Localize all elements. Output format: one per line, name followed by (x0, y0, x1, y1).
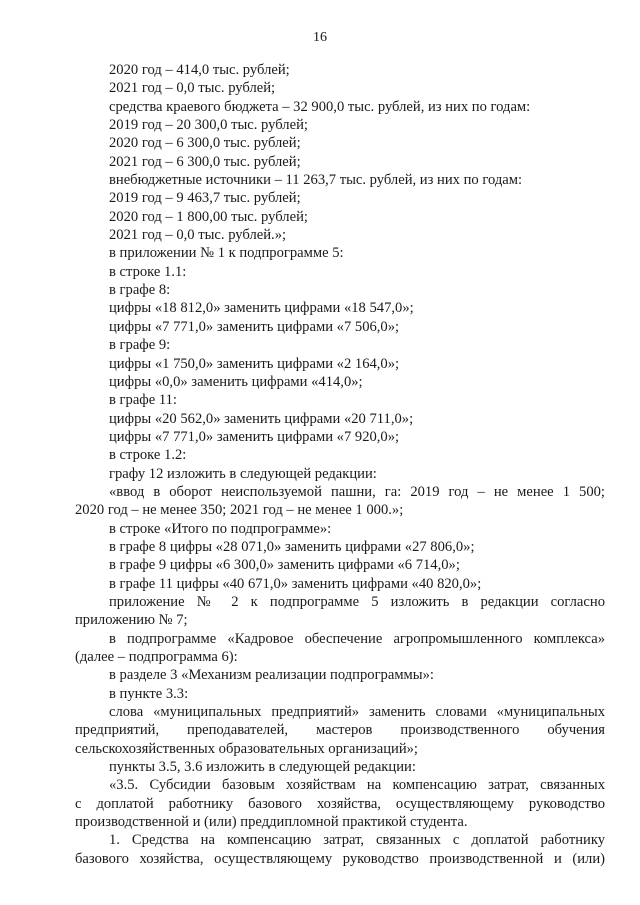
text-line: 2021 год – 6 300,0 тыс. рублей; (109, 153, 301, 170)
text-line: в строке 1.2: (109, 447, 187, 464)
text-line: в графе 11 цифры «40 671,0» заменить цифрами «40 820,0»; (109, 575, 482, 592)
text-line: (далее – подпрограмма 6): (75, 649, 238, 665)
text-line: 2020 год – не менее 350; 2021 год – не менее 1 000.»; (75, 502, 404, 519)
text-line: «3.5. Субсидии базовым хозяйствам на компенсацию затрат, связанных (109, 777, 605, 794)
text-line: в графе 11: (109, 392, 177, 409)
text-line: в графе 8: (109, 282, 171, 299)
text-line: цифры «0,0» заменить цифрами «414,0»; (109, 373, 363, 390)
text-line: в подпрограмме «Кадровое обеспечение агропромышленного комплекса» (109, 630, 605, 647)
text-line: в строке 1.1: (109, 263, 187, 280)
text-line: с доплатой работнику базового хозяйства, осуществляющему руководство (75, 795, 605, 812)
text-line: приложение № 2 к подпрограмме 5 изложить в редакции согласно (109, 593, 605, 610)
text-line: сельскохозяйственных образовательных организаций»; (75, 740, 418, 757)
text-line: внебюджетные источники – 11 263,7 тыс. рублей, из них по годам: (109, 172, 523, 189)
text-line: производственной и (или) преддипломной практикой студента. (75, 814, 468, 831)
text-line: цифры «7 771,0» заменить цифрами «7 920,0»; (109, 428, 400, 445)
text-line: в пункте 3.3: (109, 685, 189, 702)
text-line: 1. Средства на компенсацию затрат, связанных с доплатой работнику (109, 832, 605, 849)
text-line: предприятий, преподавателей, мастеров производственного обучения (75, 722, 605, 739)
page-number: 16 (313, 30, 327, 45)
text-line: в приложении № 1 к подпрограмме 5: (109, 245, 344, 262)
text-line: цифры «18 812,0» заменить цифрами «18 547,0»; (109, 300, 414, 317)
text-line: в разделе 3 «Механизм реализации подпрограммы»: (109, 667, 434, 684)
text-line: в строке «Итого по подпрограмме»: (109, 520, 332, 537)
text-line: графу 12 изложить в следующей редакции: (109, 465, 377, 482)
text-line: приложению № 7; (75, 612, 188, 629)
text-line: цифры «7 771,0» заменить цифрами «7 506,0»; (109, 318, 400, 335)
text-line: в графе 8 цифры «28 071,0» заменить цифрами «27 806,0»; (109, 538, 475, 555)
text-line: в графе 9: (109, 337, 171, 354)
text-line: слова «муниципальных предприятий» заменить словами «муниципальных (109, 704, 605, 721)
text-line: 2019 год – 20 300,0 тыс. рублей; (109, 117, 308, 134)
text-line: «ввод в оборот неиспользуемой пашни, га: 2019 год – не менее 1 500; (109, 483, 605, 500)
text-line: 2020 год – 6 300,0 тыс. рублей; (109, 135, 301, 152)
text-line: средства краевого бюджета – 32 900,0 тыс. рублей, из них по годам: (109, 98, 531, 115)
text-line: цифры «20 562,0» заменить цифрами «20 711,0»; (109, 410, 414, 427)
text-line: цифры «1 750,0» заменить цифрами «2 164,0»; (109, 355, 400, 372)
text-line: 2021 год – 0,0 тыс. рублей.»; (109, 227, 287, 244)
text-line: в графе 9 цифры «6 300,0» заменить цифрами «6 714,0»; (109, 557, 460, 574)
text-line: 2020 год – 414,0 тыс. рублей; (109, 62, 290, 78)
text-line: 2021 год – 0,0 тыс. рублей; (109, 80, 276, 97)
text-line: пункты 3.5, 3.6 изложить в следующей редакции: (109, 759, 416, 776)
text-line: базового хозяйства, осуществляющему руководство производственной и (или) (75, 850, 605, 867)
document-body (75, 61, 605, 868)
text-line: 2019 год – 9 463,7 тыс. рублей; (109, 190, 301, 207)
text-line: 2020 год – 1 800,00 тыс. рублей; (109, 208, 308, 225)
